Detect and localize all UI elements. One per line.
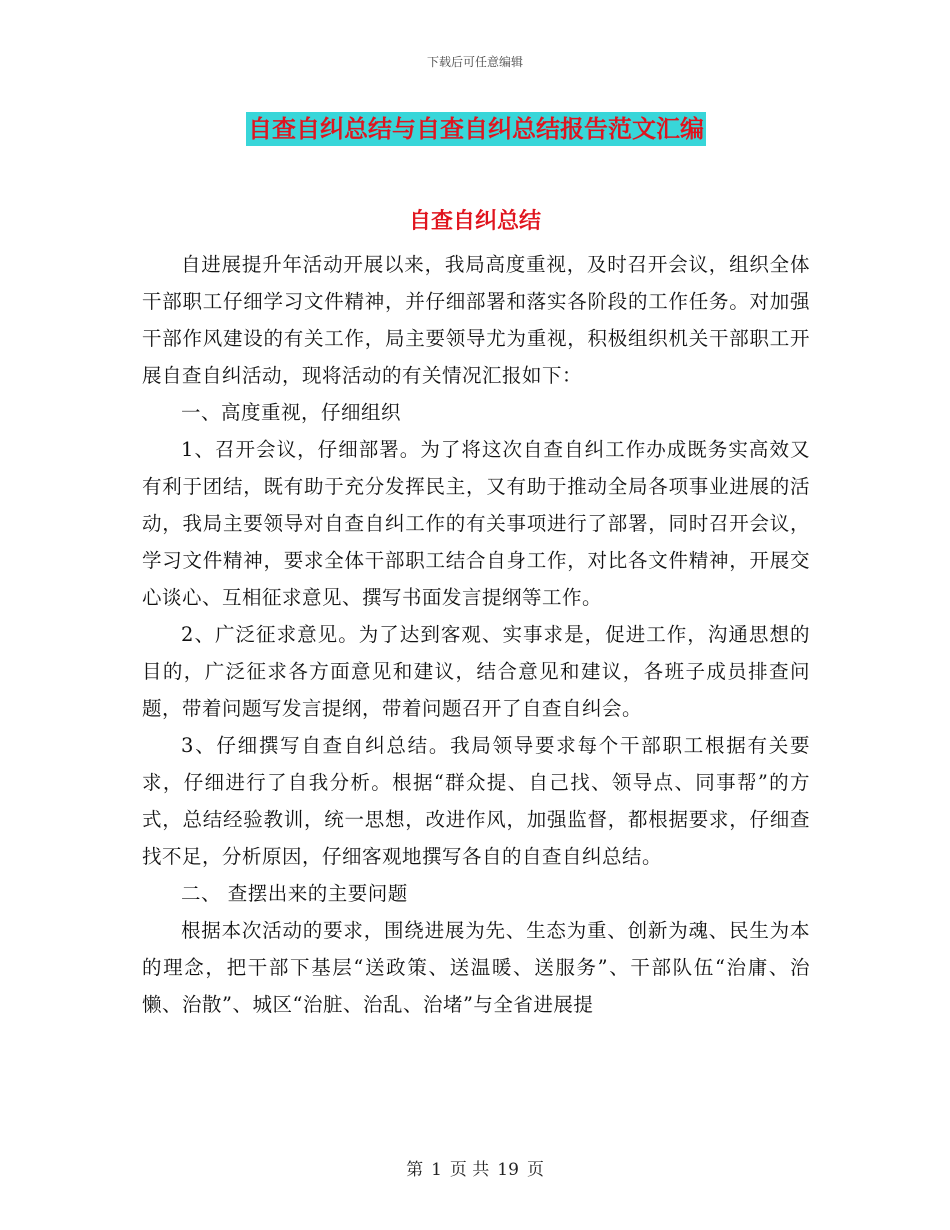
paragraph: 1、召开会议，仔细部署。为了将这次自查自纠工作办成既务实高效又有利于团结，既有助于充分发挥民主，又有助于推动全局各项事业进展的活动，我局主要领导对自查自纠工作的有关事项进行了部署，同时召开会议，学习文件精神，要求全体干部职工结合自身工作，对比各文件精神，开展交心谈心、互相征求意见、撰写书面发言提纲等工作。 bbox=[142, 438, 810, 609]
body-text bbox=[142, 246, 810, 1023]
document-title: 自查自纠总结与自查自纠总结报告范文汇编 bbox=[246, 112, 706, 146]
footer-suffix: 页 bbox=[526, 1160, 544, 1180]
footer-prefix: 第 bbox=[406, 1160, 424, 1180]
paragraph: 3、仔细撰写自查自纠总结。我局领导要求每个干部职工根据有关要求，仔细进行了自我分析。根据“群众提、自己找、领导点、同事帮”的方式，总结经验教训，统一思想，改进作风，加强监督，都根据要求，仔细查找不足，分析原因，仔细客观地撰写各自的自查自纠总结。 bbox=[142, 734, 810, 868]
section-title: 自查自纠总结 bbox=[408, 208, 541, 234]
footer-mid: 页 共 bbox=[449, 1160, 490, 1180]
page-number: 1 bbox=[431, 1160, 442, 1180]
paragraph-heading: 二、 查摆出来的主要问题 bbox=[181, 882, 408, 905]
paragraph-heading: 一、高度重视，仔细组织 bbox=[181, 401, 402, 424]
paragraph: 2、广泛征求意见。为了达到客观、实事求是，促进工作，沟通思想的目的，广泛征求各方面意见和建议，结合意见和建议，各班子成员排查问题，带着问题写发言提纲，带着问题召开了自查自纠会。 bbox=[142, 623, 810, 720]
page-footer bbox=[0, 1155, 950, 1180]
paragraph: 根据本次活动的要求，围绕进展为先、生态为重、创新为魂、民生为本的理念，把干部下基层“送政策、送温暖、送服务”、干部队伍“治庸、治懒、治散”、城区“治脏、治乱、治堵”与全省进展提 bbox=[142, 919, 810, 1016]
paragraph: 自进展提升年活动开展以来，我局高度重视，及时召开会议，组织全体干部职工仔细学习文件精神，并仔细部署和落实各阶段的工作任务。对加强干部作风建设的有关工作，局主要领导尤为重视，积极组织机关干部职工开展自查自纠活动，现将活动的有关情况汇报如下： bbox=[142, 253, 810, 387]
header-note: 下载后可任意编辑 bbox=[426, 55, 523, 69]
page-total: 19 bbox=[497, 1160, 519, 1180]
